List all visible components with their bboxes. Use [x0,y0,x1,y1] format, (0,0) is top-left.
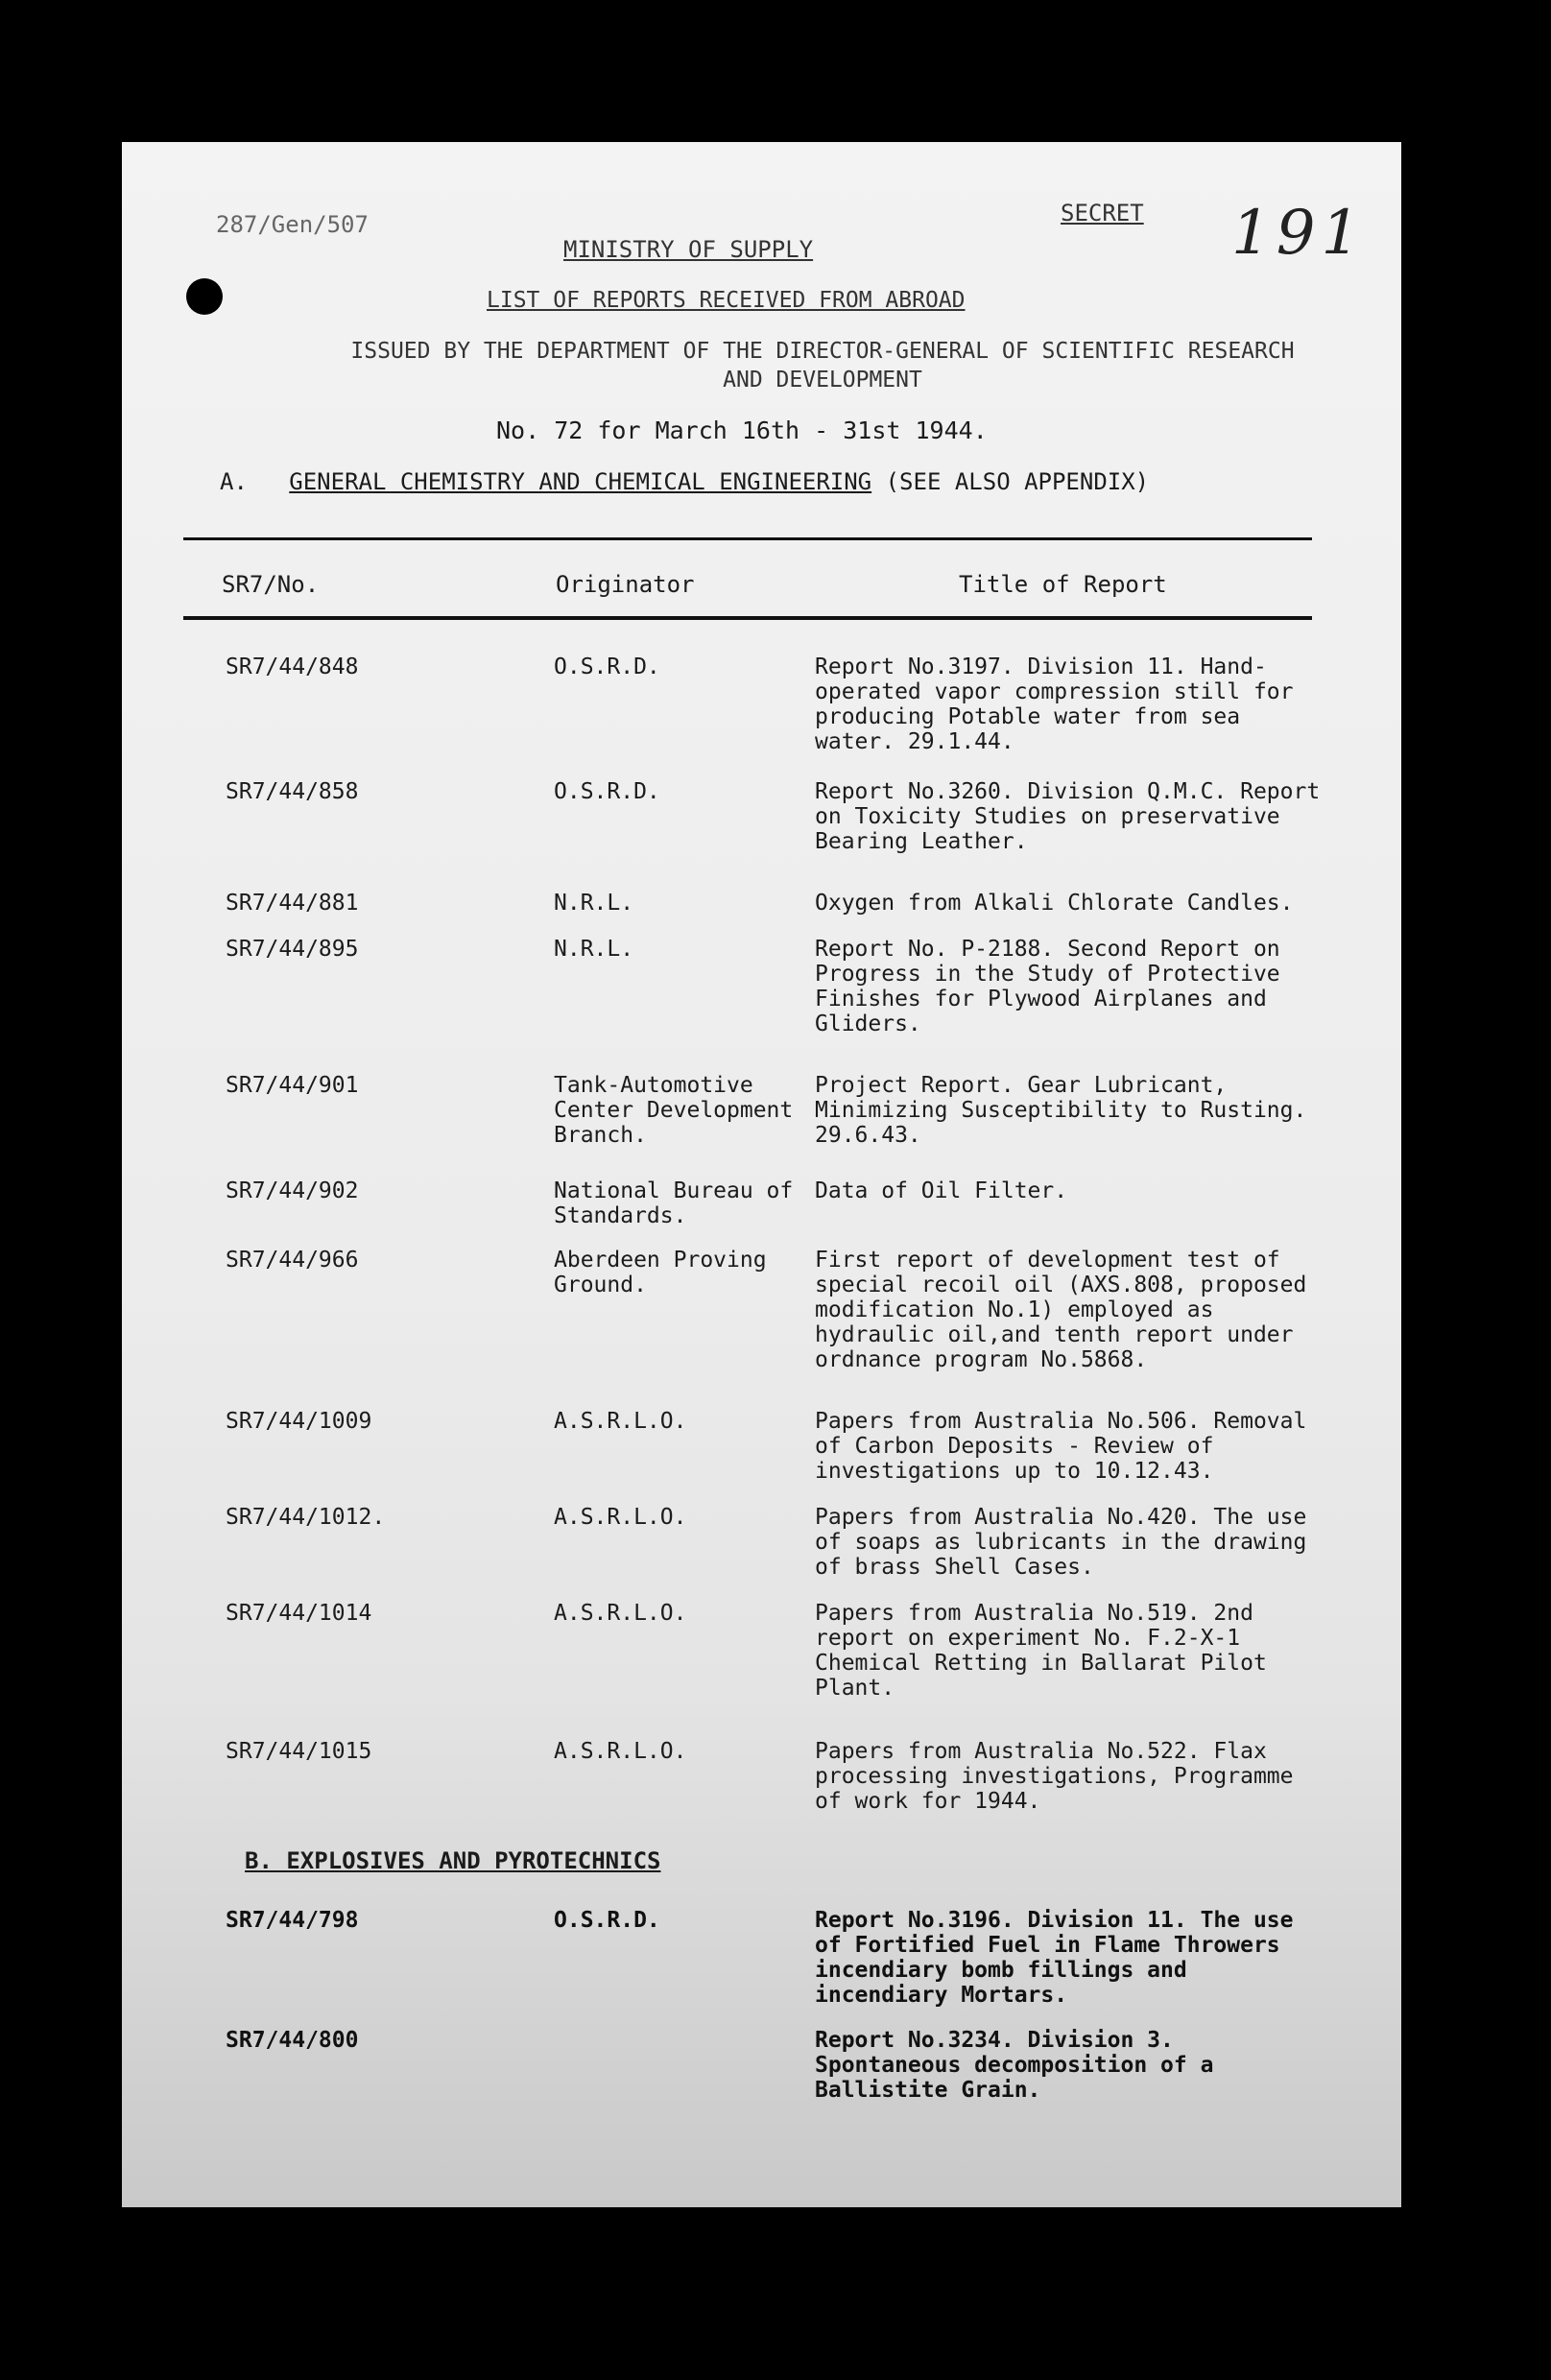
sr-number: SR7/44/895 [226,937,359,962]
originator: Tank-Automotive Center Development Branch. [554,1073,794,1148]
reference-number: 287/Gen/507 [216,211,369,238]
sr-number: SR7/44/848 [226,654,359,679]
report-title: Report No.3260. Division Q.M.C. Report on Toxicity Studies on preservative Bearing Leather. [815,779,1321,854]
originator: O.S.R.D. [554,1908,660,1933]
handwritten-page-number: 191 [1231,198,1367,269]
originator: O.S.R.D. [554,779,660,804]
table-rule-top [183,537,1312,540]
section-a-prefix: A. [220,468,248,495]
report-title: Report No.3234. Division 3. Spontaneous decomposition of a Ballistite Grain. [815,2028,1214,2103]
ministry-heading: MINISTRY OF SUPPLY [563,236,814,263]
originator: N.R.L. [554,937,634,962]
originator: Aberdeen Proving Ground. [554,1248,767,1297]
sr-number: SR7/44/966 [226,1248,359,1273]
report-title: Oxygen from Alkali Chlorate Candles. [815,891,1294,916]
report-title: Report No. P-2188. Second Report on Progress in the Study of Protective Finishes for Plywood Airplanes and Gliders. [815,937,1280,1036]
originator: A.S.R.L.O. [554,1505,687,1530]
report-title: Report No.3197. Division 11. Hand-operated vapor compression still for producing Potable water from sea water. 29.1.44. [815,654,1294,754]
table-rule-bottom [183,616,1312,620]
section-b-heading: B. EXPLOSIVES AND PYROTECHNICS [245,1847,661,1874]
sr-number: SR7/44/798 [226,1908,359,1933]
issue-number: No. 72 for March 16th - 31st 1944. [496,416,988,444]
sr-number: SR7/44/858 [226,779,359,804]
originator: National Bureau of Standards. [554,1178,794,1228]
sr-number: SR7/44/901 [226,1073,359,1098]
header-title: Title of Report [959,571,1167,598]
sr-number: SR7/44/881 [226,891,359,916]
originator: A.S.R.L.O. [554,1739,687,1764]
report-title: Papers from Australia No.420. The use of soaps as lubricants in the drawing of brass Shell Cases. [815,1505,1307,1580]
report-title: First report of development test of special recoil oil (AXS.808, proposed modification No.1) employed as hydraulic oil,and tenth report under ordnance program No.5868. [815,1248,1307,1372]
originator: O.S.R.D. [554,654,660,679]
header-originator: Originator [556,571,695,598]
sr-number: SR7/44/1015 [226,1739,372,1764]
report-title: Papers from Australia No.506. Removal of Carbon Deposits - Review of investigations up to 10.12.43. [815,1409,1307,1484]
sr-number: SR7/44/1014 [226,1601,372,1626]
section-a-title: GENERAL CHEMISTRY AND CHEMICAL ENGINEERING [289,468,872,495]
report-title: Papers from Australia No.522. Flax processing investigations, Programme of work for 1944. [815,1739,1294,1814]
classification-stamp: SECRET [1061,200,1144,226]
report-title: Report No.3196. Division 11. The use of Fortified Fuel in Flame Throwers incendiary bomb fillings and incendiary Mortars. [815,1908,1294,2008]
section-a-note: (SEE ALSO APPENDIX) [885,468,1150,495]
list-title: LIST OF REPORTS RECEIVED FROM ABROAD [487,288,966,313]
sr-number: SR7/44/1009 [226,1409,372,1434]
header-sr-no: SR7/No. [222,571,320,598]
sr-number: SR7/44/800 [226,2028,359,2053]
issued-by: ISSUED BY THE DEPARTMENT OF THE DIRECTOR-GENERAL OF SCIENTIFIC RESEARCH AND DEVELOPMENT [350,339,1295,393]
report-title: Data of Oil Filter. [815,1178,1068,1203]
report-title: Papers from Australia No.519. 2nd report on experiment No. F.2-X-1 Chemical Retting in Ballarat Pilot Plant. [815,1601,1267,1701]
report-title: Project Report. Gear Lubricant, Minimizing Susceptibility to Rusting. 29.6.43. [815,1073,1307,1148]
originator: A.S.R.L.O. [554,1409,687,1434]
punch-hole [186,278,223,315]
document-page [122,142,1401,2207]
sr-number: SR7/44/1012. [226,1505,386,1530]
section-a-heading [220,468,1149,495]
originator: A.S.R.L.O. [554,1601,687,1626]
originator: N.R.L. [554,891,634,916]
sr-number: SR7/44/902 [226,1178,359,1203]
